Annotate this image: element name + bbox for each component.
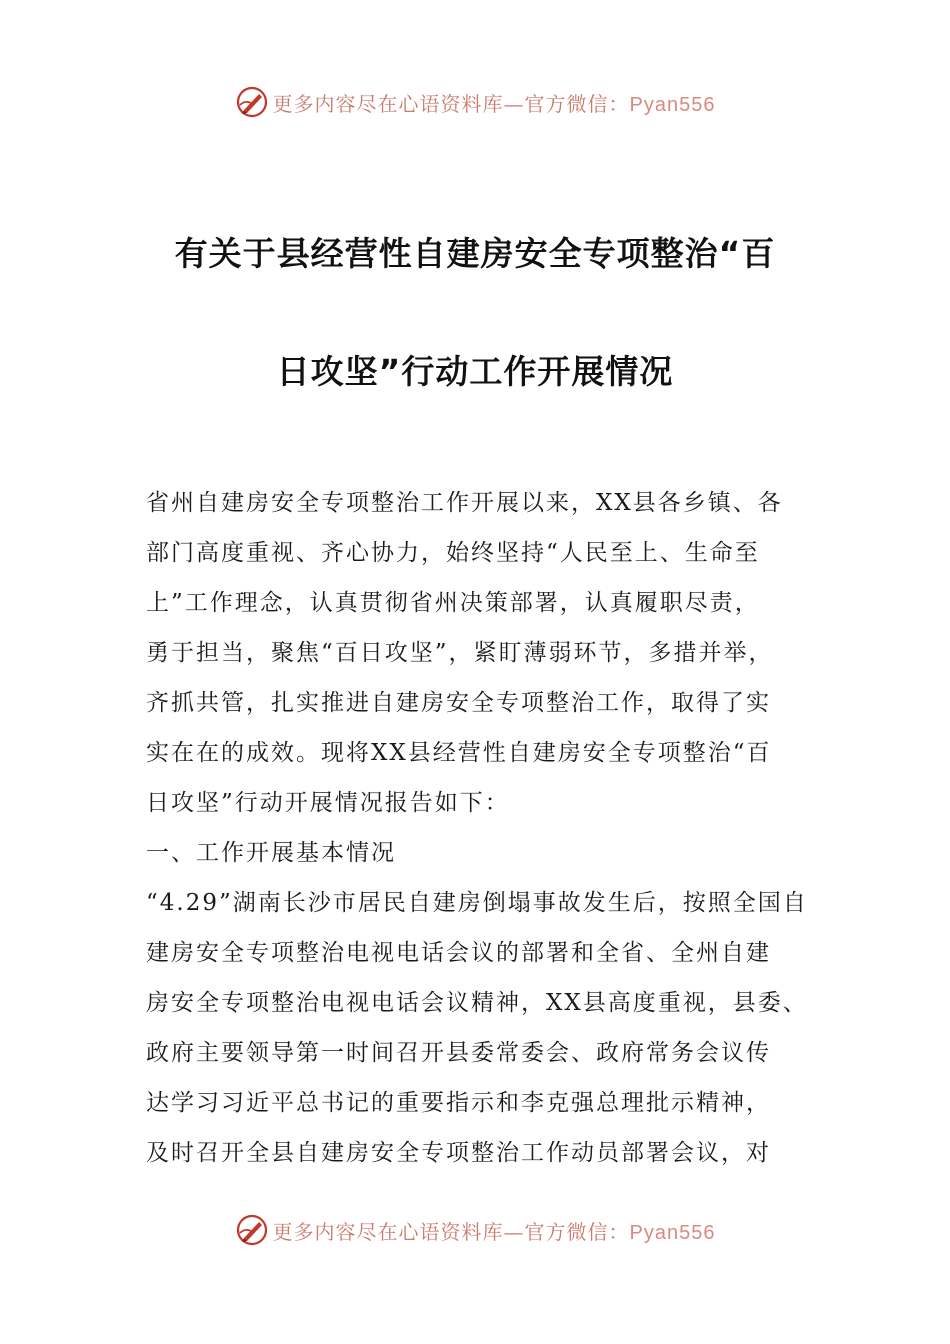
- body-line: 日攻坚”行动开展情况报告如下：: [146, 790, 510, 816]
- body-line: 建房安全专项整治电视电话会议的部署和全省、全州自建: [146, 940, 771, 966]
- document-title-line-2: 日攻坚”行动工作开展情况: [276, 352, 674, 391]
- document-body: [146, 478, 806, 1178]
- body-line: 政府主要领导第一时间召开县委常委会、政府常务会议传: [146, 1040, 771, 1066]
- pen-logo-icon: [235, 85, 269, 119]
- watermark-text: 更多内容尽在心语资料库—官方微信：Pyan556: [272, 1219, 716, 1244]
- watermark-text: 更多内容尽在心语资料库—官方微信：Pyan556: [272, 91, 716, 116]
- body-line: 达学习习近平总书记的重要指示和李克强总理批示精神，: [146, 1090, 771, 1116]
- document-title-line-1: 有关于县经营性自建房安全专项整治“百: [174, 234, 776, 273]
- body-line: 勇于担当，聚焦“百日攻坚”，紧盯薄弱环节，多措并举，: [146, 640, 774, 666]
- body-line: 房安全专项整治电视电话会议精神，XX县高度重视，县委、: [146, 990, 808, 1016]
- header-watermark: [0, 82, 950, 122]
- pen-logo-icon: [235, 1213, 269, 1247]
- body-line: 上”工作理念，认真贯彻省州决策部署，认真履职尽责，: [146, 590, 760, 616]
- footer-watermark: [0, 1210, 950, 1250]
- body-line: 省州自建房安全专项整治工作开展以来，XX县各乡镇、各: [146, 490, 783, 516]
- body-line: 及时召开全县自建房安全专项整治工作动员部署会议，对: [146, 1140, 771, 1166]
- body-line: 实在在的成效。现将XX县经营性自建房安全专项整治“百: [146, 740, 772, 766]
- body-line: 部门高度重视、齐心协力，始终坚持“人民至上、生命至: [146, 540, 760, 566]
- section-heading: 一、工作开展基本情况: [146, 840, 396, 866]
- body-line: 齐抓共管，扎实推进自建房安全专项整治工作，取得了实: [146, 690, 771, 716]
- body-line: “4.29”湖南长沙市居民自建房倒塌事故发生后，按照全国自: [146, 890, 808, 916]
